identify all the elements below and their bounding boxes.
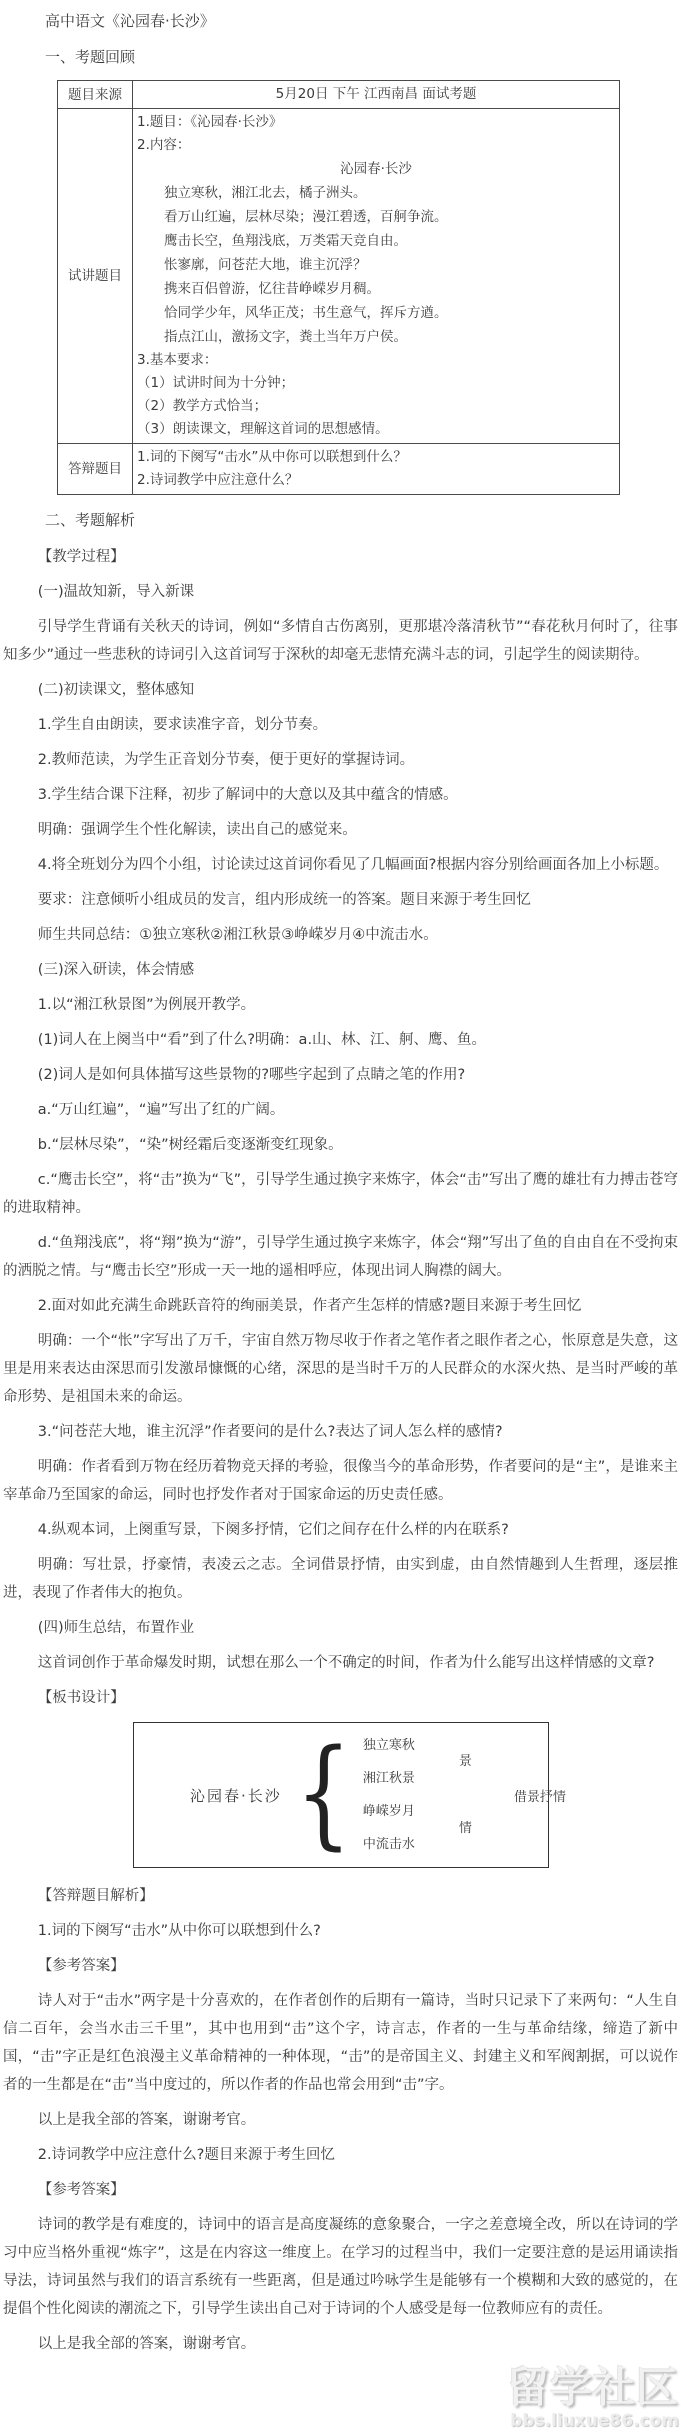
analysis-paragraph: (二)初读课文，整体感知: [37, 682, 195, 698]
analysis-paragraph: c.“鹰击长空”，将“击”换为“飞”，引导学生通过换字来炼字，体会“击”写出了鹰的雄壮有力搏击苍穹的进取精神。: [3, 1172, 678, 1216]
defense-question-line: 2.诗词教学中应注意什么？: [137, 472, 299, 488]
analysis-paragraph: 引导学生背诵有关秋天的诗词，例如“多情自古伤离别，更那堪冷落清秋节”“春花秋月何时了，往事知多少”通过一些悲秋的诗词引入这首词写于深秋的却毫无悲情充满斗志的词，引起学生的阅读期待。: [3, 619, 678, 663]
analysis-paragraph: 师生共同总结：①独立寒秋②湘江秋景③峥嵘岁月④中流击水。: [37, 927, 438, 943]
analysis-paragraph: 1.以“湘江秋景图”为例展开教学。: [37, 997, 256, 1013]
analysis-paragraph: (一)温故知新，导入新课: [37, 584, 195, 600]
defense-question-line: 1.词的下阕写“击水”从中你可以联想到什么？: [137, 449, 407, 465]
defense-paragraph: 【参考答案】: [37, 2182, 125, 2198]
requirements-label: 3.基本要求：: [137, 352, 218, 368]
requirement-lines: [137, 372, 615, 441]
defense-paragraph: 【参考答案】: [37, 1958, 125, 1974]
analysis-paragraph: 3.学生结合课下注释，初步了解词中的大意以及其中蕴含的情感。: [37, 787, 458, 803]
board-mid-labels: [459, 1736, 472, 1854]
analysis-paragraph: 2.面对如此充满生命跳跃音符的绚丽美景，作者产生怎样的情感?题目来源于考生回忆: [37, 1298, 582, 1314]
poem-line: 怅寥廓，问苍茫大地，谁主沉浮？: [164, 257, 367, 273]
row-value-lecture: [133, 109, 620, 444]
row-value-source: 5月20日 下午 江西南昌 面试考题: [133, 81, 620, 109]
analysis-paragraph: 【教学过程】: [37, 549, 125, 565]
poem-lines: [137, 181, 615, 349]
analysis-paragraph: 1.学生自由朗读，要求读准字音，划分节奏。: [37, 717, 328, 733]
board-design-box: [133, 1722, 566, 1868]
analysis-paragraph: 4.纵观本词，上阕重写景，下阕多抒情，它们之间存在什么样的内在联系?: [37, 1522, 509, 1538]
analysis-paragraph: 明确：一个“怅”字写出了万千，宇宙自然万物尽收于作者之笔作者之眼作者之心，怅原意是失意，这里是用来表达由深思而引发激昂慷慨的心绪，深思的是当时千万的人民群众的水深火热、是当时严峻的革命形势、是祖国未来的命运。: [3, 1333, 678, 1405]
brace-glyph: {: [295, 1723, 352, 1861]
analysis-paragraph: 要求：注意倾听小组成员的发言，组内形成统一的答案。题目来源于考生回忆: [37, 892, 531, 908]
analysis-paragraph: d.“鱼翔浅底”，将“翔”换为“游”，引导学生通过换字来炼字，体会“翔”写出了鱼的自由自在不受拘束的洒脱之情。与“鹰击长空”形成一天一地的遥相呼应，体现出词人胸襟的阔大。: [3, 1235, 678, 1279]
board-item: 独立寒秋: [362, 1737, 415, 1753]
analysis-paragraph: 明确：作者看到万物在经历着物竞天择的考验，很像当今的革命形势，作者要问的是“主”，是谁来主宰革命乃至国家的命运，同时也抒发作者对于国家命运的历史责任感。: [3, 1459, 678, 1503]
poem-line: 携来百侣曾游，忆往昔峥嵘岁月稠。: [164, 281, 380, 297]
board-item: 峥嵘岁月: [362, 1803, 415, 1819]
row-value-defense: [133, 444, 620, 495]
analysis-paragraph: (四)师生总结，布置作业: [37, 1620, 195, 1636]
lecture-title-line: 1.题目：《沁园春·长沙》: [137, 114, 283, 130]
board-label-technique: 借景抒情: [513, 1789, 566, 1805]
row-label-lecture: 试讲题目: [58, 109, 133, 444]
defense-paragraph: 诗词的教学是有难度的，诗词中的语言是高度凝练的意象聚合，一字之差意境全改，所以在诗词的学习中应当格外重视“炼字”，这是在内容这一维度上。在学习的过程当中，我们一定要注意的是运用诵读指导法，诗词虽然与我们的语言系统有一些距离，但是通过吟咏学生是能够有一个模糊和大致的感觉的，在提倡个性化阅读的潮流之下，引导学生读出自己对于诗词的个人感受是每一位教师应有的责任。: [3, 2217, 678, 2317]
analysis-paragraph: 这首词创作于革命爆发时期，试想在那么一个不确定的时间，作者为什么能写出这样情感的文章?: [37, 1655, 655, 1671]
poem-line: 独立寒秋，湘江北去，橘子洲头。: [164, 185, 367, 201]
board-title: 沁园春·长沙: [190, 1786, 282, 1805]
analysis-paragraph: 【板书设计】: [37, 1690, 125, 1706]
analysis-paragraph: 2.教师范读，为学生正音划分节奏，便于更好的掌握诗词。: [37, 752, 415, 768]
analysis-blocks: [3, 543, 678, 1712]
section-heading-question-review: 一、考题回顾: [45, 48, 136, 66]
defense-paragraph: 【答辩题目解析】: [37, 1888, 154, 1904]
poem-line: 恰同学少年，风华正茂；书生意气，挥斥方遒。: [164, 305, 448, 321]
poem-line: 看万山红遍，层林尽染；漫江碧透，百舸争流。: [164, 209, 448, 225]
board-design-wrap: [3, 1722, 678, 1868]
analysis-paragraph: 4.将全班划分为四个小组，讨论读过这首词你看见了几幅画面?根据内容分别给画面各加上小标题。: [37, 857, 669, 873]
board-label-emotion: 情: [458, 1821, 472, 1836]
section-heading-question-analysis: 二、考题解析: [45, 511, 136, 529]
board-label-scene: 景: [458, 1754, 472, 1769]
analysis-paragraph: (2)词人是如何具体描写这些景物的?哪些字起到了点睛之笔的作用?: [37, 1067, 466, 1083]
question-table: [57, 80, 620, 495]
analysis-paragraph: (三)深入研读，体会情感: [37, 962, 195, 978]
watermark-url-text: bbs.liuxue86.com: [510, 2411, 679, 2431]
defense-paragraph: 以上是我全部的答案，谢谢考官。: [37, 2336, 256, 2352]
poem-line: 指点江山，激扬文字，粪土当年万户侯。: [164, 329, 407, 345]
watermark-logo-text: 留学社区: [506, 2363, 679, 2412]
table-row-defense: [58, 444, 620, 495]
requirement-line: （2）教学方式恰当；: [137, 398, 268, 414]
analysis-paragraph: 3.“问苍茫大地，谁主沉浮”作者要问的是什么?表达了词人怎么样的感情?: [37, 1424, 503, 1440]
defense-blocks: [3, 1882, 678, 2358]
analysis-paragraph: 明确：强调学生个性化解读，读出自己的感觉来。: [37, 822, 357, 838]
row-label-defense: 答辩题目: [58, 444, 133, 495]
poem-line: 鹰击长空，鱼翔浅底，万类霜天竞自由。: [164, 233, 407, 249]
defense-paragraph: 1.词的下阕写“击水”从中你可以联想到什么?: [37, 1923, 321, 1939]
defense-paragraph: 诗人对于“击水”两字是十分喜欢的，在作者创作的后期有一篇诗，当时只记录下了来两句：“人生自信二百年，会当水击三千里”，其中也用到“击”这个字，诗言志，作者的一生与革命结缘，缔造了新中国，“击”字正是红色浪漫主义革命精神的一种体现，“击”的是帝国主义、封建主义和军阀割据，可以说作者的一生都是在“击”当中度过的，所以作者的作品也常会用到“击”字。: [3, 1993, 678, 2093]
defense-paragraph: 以上是我全部的答案，谢谢考官。: [37, 2112, 256, 2128]
page-title: 高中语文《沁园春·长沙》: [45, 12, 215, 30]
board-item: 中流击水: [362, 1836, 415, 1852]
board-items: [363, 1729, 415, 1861]
table-row-source: [58, 81, 620, 109]
row-label-source: 题目来源: [58, 81, 133, 109]
analysis-paragraph: 明确：写壮景，抒豪情，表凌云之志。全词借景抒情，由实到虚，由自然情趣到人生哲理，逐层推进，表现了作者伟大的抱负。: [3, 1557, 678, 1601]
board-item: 湘江秋景: [362, 1770, 415, 1786]
defense-paragraph: 2.诗词教学中应注意什么?题目来源于考生回忆: [37, 2147, 335, 2163]
table-row-lecture: [58, 109, 620, 444]
analysis-paragraph: a.“万山红遍”，“遍”写出了红的广阔。: [37, 1102, 285, 1118]
requirement-line: （1）试讲时间为十分钟；: [137, 375, 295, 391]
analysis-paragraph: b.“层林尽染”，“染”树经霜后变逐渐变红现象。: [37, 1137, 343, 1153]
analysis-paragraph: (1)词人在上阕当中“看”到了什么?明确：a.山、林、江、舸、鹰、鱼。: [37, 1032, 487, 1048]
requirement-line: （3）朗读课文，理解这首词的思想感情。: [137, 421, 389, 437]
poem-title: 沁园春·长沙: [340, 161, 412, 177]
lecture-content-label: 2.内容：: [137, 137, 191, 153]
